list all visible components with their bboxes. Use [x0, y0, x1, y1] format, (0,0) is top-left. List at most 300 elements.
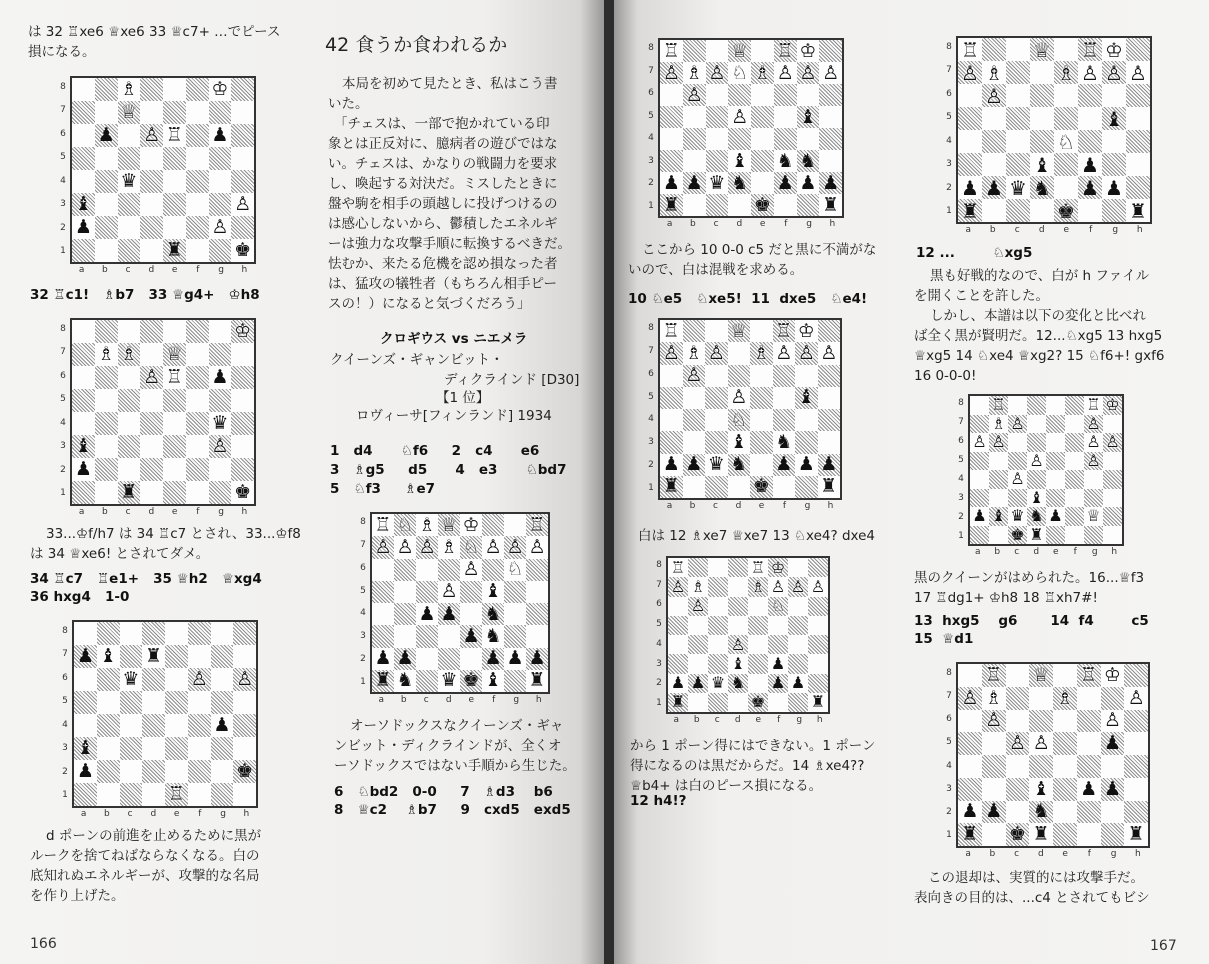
- black-pawn-icon: ♟: [462, 625, 480, 647]
- black-bishop-icon: ♝: [1033, 153, 1051, 176]
- black-knight-icon: ♞: [776, 150, 794, 172]
- board-square: [774, 150, 797, 172]
- black-knight-icon: ♞: [730, 673, 746, 693]
- board-square: [728, 128, 751, 150]
- board-square: [482, 648, 504, 670]
- board-square: [74, 783, 97, 806]
- black-pawn-icon: ♟: [670, 673, 686, 693]
- board-square: [140, 366, 163, 389]
- white-pawn-icon: ♙: [1081, 61, 1099, 84]
- rank-labels: [356, 512, 370, 708]
- board-square: [668, 693, 688, 712]
- board-square: [209, 239, 232, 262]
- board-square: [163, 412, 186, 435]
- chessboard: [72, 620, 258, 808]
- file-label: b: [989, 849, 996, 859]
- intro-line-2: いた。: [328, 96, 369, 112]
- white-pawn-icon: ♙: [1129, 61, 1147, 84]
- board-square: [163, 170, 186, 193]
- board-square: [1008, 396, 1027, 415]
- board-square: [526, 670, 548, 692]
- intro-line-4: 象とは正反対に、臆病者の遊びではな: [328, 136, 558, 152]
- board-square: [482, 536, 504, 558]
- rank-labels: [56, 318, 70, 520]
- board-square: [188, 622, 211, 645]
- board-square: [818, 387, 841, 409]
- board-square: [728, 106, 751, 128]
- board-square: [209, 101, 232, 124]
- moves-2: 12 h4!?: [630, 793, 687, 809]
- board-square: [1102, 61, 1126, 84]
- white-pawn-icon: ♙: [1010, 414, 1025, 433]
- board-square: [1054, 176, 1078, 199]
- board-square: [750, 409, 773, 431]
- board-square: [705, 387, 728, 409]
- board-square: [233, 760, 256, 783]
- board-square: [958, 107, 982, 130]
- rank-label: 5: [946, 737, 952, 748]
- board-square: [504, 559, 526, 581]
- file-label: a: [974, 547, 981, 557]
- black-pawn-icon: ♟: [528, 647, 546, 670]
- board-square: [683, 365, 706, 387]
- board-square: [186, 147, 209, 170]
- comment-c-2: ンビット・ディクラインドが、全くオ: [334, 738, 562, 754]
- board-square: [1126, 176, 1150, 199]
- board-square: [120, 668, 143, 691]
- black-bishop-icon: ♝: [730, 431, 748, 453]
- file-label: e: [1052, 547, 1059, 557]
- rank-label: 7: [648, 346, 654, 357]
- board-square: [1077, 687, 1101, 710]
- black-rook-icon: ♜: [145, 645, 163, 667]
- board-square: [211, 714, 234, 737]
- board-square: [72, 101, 95, 124]
- board-square: [118, 435, 141, 458]
- board-square: [482, 603, 504, 625]
- board-square: [140, 435, 163, 458]
- board-square: [970, 452, 989, 471]
- board-square: [1078, 38, 1102, 61]
- board-square: [460, 625, 482, 647]
- file-label: h: [816, 715, 823, 725]
- white-bishop-icon: ♗: [991, 414, 1006, 433]
- board-square: [708, 674, 728, 693]
- board-square: [989, 526, 1008, 545]
- file-label: c: [713, 501, 718, 511]
- board-square: [818, 431, 841, 453]
- board-square: [748, 674, 768, 693]
- board-square: [72, 193, 95, 216]
- white-rook-icon: ♖: [670, 558, 686, 577]
- black-rook-icon: ♜: [120, 481, 138, 503]
- board-square: [1006, 732, 1030, 755]
- white-pawn-icon: ♙: [985, 709, 1003, 732]
- board-square: [819, 172, 842, 194]
- white-pawn-icon: ♙: [707, 342, 725, 364]
- rank-label: 1: [946, 830, 952, 841]
- board-square: [186, 170, 209, 193]
- page-number-left: 166: [30, 936, 57, 952]
- black-pawn-icon: ♟: [76, 645, 94, 667]
- black-rook-icon: ♜: [1029, 525, 1044, 544]
- board-square: [989, 415, 1008, 434]
- rank-label: 4: [62, 719, 68, 730]
- board-square: [788, 597, 808, 616]
- board-square: [140, 412, 163, 435]
- board-square: [1006, 801, 1030, 824]
- board-square: [72, 366, 95, 389]
- board-square: [751, 150, 774, 172]
- board-square: [797, 150, 820, 172]
- board-square: [526, 559, 548, 581]
- intro-line-8: は感心しないから、鬱積したエネルギ: [328, 216, 558, 232]
- board-square: [683, 342, 706, 364]
- board-square: [1053, 664, 1077, 687]
- board-square: [1008, 452, 1027, 471]
- rank-labels: [652, 556, 666, 728]
- black-pawn-icon: ♟: [506, 647, 524, 670]
- rank-label: 2: [60, 222, 66, 233]
- white-rook-icon: ♖: [775, 320, 793, 342]
- white-rook-icon: ♖: [1081, 38, 1099, 61]
- board-square: [118, 193, 141, 216]
- white-pawn-icon: ♙: [234, 193, 252, 215]
- board-square: [1008, 526, 1027, 545]
- board-square: [1027, 433, 1046, 452]
- board-square: [1054, 61, 1078, 84]
- board-square: [1030, 61, 1054, 84]
- board-square: [1029, 755, 1053, 778]
- moves-c-2: 3 ♗g5 d5 4 e3 ♘bd7: [330, 462, 567, 478]
- file-label: b: [689, 501, 696, 511]
- file-label: f: [198, 809, 202, 819]
- file-label: b: [102, 265, 108, 275]
- board-square: [1102, 199, 1126, 222]
- black-queen-icon: ♛: [708, 172, 726, 194]
- rank-label: 4: [946, 760, 952, 771]
- rank-label: 6: [946, 88, 952, 99]
- board-square: [958, 38, 982, 61]
- file-label: d: [150, 809, 157, 819]
- comment-3-1: から 1 ポーン得にはできない。1 ポーン: [630, 738, 876, 754]
- board-square: [120, 783, 143, 806]
- board-square: [706, 194, 729, 216]
- board-square: [970, 507, 989, 526]
- board-square: [372, 670, 394, 692]
- board-square: [1054, 153, 1078, 176]
- board-square: [186, 124, 209, 147]
- board-square: [1102, 176, 1126, 199]
- white-bishop-icon: ♗: [97, 343, 115, 365]
- white-rook-icon: ♖: [165, 366, 183, 388]
- board-square: [165, 714, 188, 737]
- white-bishop-icon: ♗: [985, 686, 1003, 709]
- file-labels: [652, 715, 830, 727]
- black-king-icon: ♚: [1057, 199, 1075, 222]
- black-bishop-icon: ♝: [484, 669, 502, 692]
- board-square: [394, 648, 416, 670]
- board-square: [958, 176, 982, 199]
- board-square: [989, 507, 1008, 526]
- white-king-icon: ♔: [1105, 38, 1123, 61]
- black-bishop-icon: ♝: [74, 435, 92, 457]
- board-square: [233, 783, 256, 806]
- board-square: [1053, 778, 1077, 801]
- board-square: [438, 581, 460, 603]
- black-bishop-icon: ♝: [797, 386, 815, 409]
- board-square: [163, 481, 186, 504]
- rank-label: 7: [946, 65, 952, 76]
- black-rook-icon: ♜: [670, 692, 686, 712]
- board-square: [95, 239, 118, 262]
- board-square: [231, 389, 254, 412]
- black-rook-icon: ♜: [662, 475, 680, 498]
- board-square: [989, 452, 1008, 471]
- board-square: [233, 622, 256, 645]
- board-square: [1030, 38, 1054, 61]
- board-square: [751, 128, 774, 150]
- board-square: [728, 693, 748, 712]
- board-square: [708, 693, 728, 712]
- black-rook-icon: ♜: [820, 475, 838, 498]
- board-square: [233, 737, 256, 760]
- board-square: [438, 670, 460, 692]
- rank-label: 3: [648, 437, 654, 448]
- black-rook-icon: ♜: [528, 669, 546, 692]
- board-square: [165, 760, 188, 783]
- comment-1-1: ここから 10 0-0 c5 だと黒に不満がな: [642, 242, 877, 258]
- board-square: [97, 714, 120, 737]
- board-square: [768, 558, 788, 577]
- white-bishop-icon: ♗: [685, 62, 703, 84]
- board-square: [1102, 107, 1126, 130]
- board-square: [1006, 710, 1030, 733]
- board-square: [163, 343, 186, 366]
- board-square: [460, 648, 482, 670]
- board-square: [1124, 710, 1148, 733]
- board-square: [118, 481, 141, 504]
- board-square: [1065, 396, 1084, 415]
- board-square: [1046, 433, 1065, 452]
- file-label: g: [218, 265, 224, 275]
- board-square: [728, 476, 751, 498]
- board-square: [1078, 176, 1102, 199]
- board-square: [231, 78, 254, 101]
- board-square: [231, 193, 254, 216]
- board-square: [660, 387, 683, 409]
- board-square: [774, 194, 797, 216]
- board-square: [683, 476, 706, 498]
- moves-b-2: 36 hxg4 1-0: [30, 589, 130, 605]
- file-label: b: [400, 695, 407, 705]
- file-label: c: [125, 507, 131, 517]
- comment-5-1: 黒のクイーンがはめられた。16...♕f3: [914, 570, 1145, 586]
- board-square: [1124, 778, 1148, 801]
- board-square: [209, 78, 232, 101]
- board-square: [797, 62, 820, 84]
- black-king-icon: ♚: [752, 475, 770, 498]
- board-square: [958, 199, 982, 222]
- board-square: [808, 616, 828, 635]
- board-square: [668, 558, 688, 577]
- board-square: [1084, 396, 1103, 415]
- board-square: [774, 128, 797, 150]
- black-king-icon: ♚: [234, 481, 252, 503]
- rank-label: 3: [958, 492, 964, 503]
- board-square: [1077, 823, 1101, 846]
- board-square: [750, 342, 773, 364]
- board-square: [1029, 732, 1053, 755]
- white-pawn-icon: ♙: [685, 364, 703, 387]
- board-square: [1103, 470, 1122, 489]
- white-queen-icon: ♕: [730, 320, 748, 342]
- board-square: [72, 216, 95, 239]
- board-square: [795, 431, 818, 453]
- board-square: [1101, 801, 1125, 824]
- file-labels: [644, 219, 844, 231]
- board-square: [958, 823, 982, 846]
- board-square: [751, 40, 774, 62]
- chess-diagram-10: [942, 662, 1150, 862]
- board-square: [1084, 433, 1103, 452]
- board-square: [95, 366, 118, 389]
- board-square: [1054, 84, 1078, 107]
- board-square: [1126, 38, 1150, 61]
- board-square: [1101, 664, 1125, 687]
- board-square: [958, 687, 982, 710]
- file-label: g: [1110, 849, 1117, 859]
- white-king-icon: ♔: [462, 514, 480, 536]
- board-square: [438, 625, 460, 647]
- black-king-icon: ♚: [1008, 823, 1026, 846]
- board-square: [1027, 396, 1046, 415]
- board-square: [482, 581, 504, 603]
- intro-line-9: ーは強力な攻撃手順に転換するべきだ。: [328, 236, 571, 252]
- board-square: [140, 216, 163, 239]
- board-square: [705, 342, 728, 364]
- white-pawn-icon: ♙: [211, 435, 229, 457]
- board-square: [751, 172, 774, 194]
- board-square: [142, 668, 165, 691]
- board-square: [1030, 107, 1054, 130]
- board-square: [1078, 107, 1102, 130]
- board-square: [1126, 107, 1150, 130]
- board-square: [728, 409, 751, 431]
- file-label: h: [1111, 547, 1118, 557]
- board-square: [773, 342, 796, 364]
- black-pawn-icon: ♟: [790, 673, 806, 693]
- white-pawn-icon: ♙: [1086, 451, 1101, 470]
- board-square: [1065, 470, 1084, 489]
- board-square: [728, 62, 751, 84]
- board-square: [1103, 415, 1122, 434]
- file-label: b: [102, 507, 108, 517]
- board-square: [660, 106, 683, 128]
- rank-label: 8: [60, 81, 66, 92]
- board-square: [1054, 130, 1078, 153]
- board-square: [72, 320, 95, 343]
- comment-3-3: ♕b4+ は白のピース損になる。: [630, 778, 823, 794]
- board-square: [186, 481, 209, 504]
- board-square: [688, 674, 708, 693]
- black-knight-icon: ♞: [1029, 507, 1044, 526]
- board-square: [72, 435, 95, 458]
- board-square: [706, 62, 729, 84]
- rank-label: 6: [946, 714, 952, 725]
- board-square: [797, 128, 820, 150]
- white-pawn-icon: ♙: [143, 366, 161, 388]
- board-square: [1084, 507, 1103, 526]
- white-pawn-icon: ♙: [528, 536, 546, 558]
- board-square: [705, 431, 728, 453]
- board-square: [186, 320, 209, 343]
- black-pawn-icon: ♟: [484, 647, 502, 670]
- board-square: [140, 343, 163, 366]
- board-square: [416, 603, 438, 625]
- rank-label: 2: [360, 653, 366, 664]
- board-square: [773, 365, 796, 387]
- file-labels: [954, 547, 1124, 559]
- white-bishop-icon: ♗: [440, 536, 458, 558]
- chessboard: [658, 38, 844, 218]
- rank-label: 6: [62, 672, 68, 683]
- board-square: [748, 616, 768, 635]
- file-label: d: [1033, 547, 1040, 557]
- board-square: [186, 366, 209, 389]
- white-bishop-icon: ♗: [120, 78, 138, 100]
- black-king-icon: ♚: [1010, 525, 1025, 544]
- board-square: [705, 454, 728, 476]
- board-square: [1084, 452, 1103, 471]
- file-label: g: [220, 809, 226, 819]
- chessboard: [370, 512, 550, 694]
- board-square: [209, 435, 232, 458]
- board-square: [394, 559, 416, 581]
- board-square: [97, 783, 120, 806]
- white-rook-icon: ♖: [167, 783, 185, 805]
- board-square: [1006, 130, 1030, 153]
- file-label: e: [759, 219, 766, 229]
- black-bishop-icon: ♝: [731, 150, 749, 172]
- black-queen-icon: ♛: [440, 669, 458, 692]
- board-square: [140, 78, 163, 101]
- board-square: [818, 320, 841, 342]
- black-pawn-icon: ♟: [820, 453, 838, 476]
- black-bishop-icon: ♝: [730, 654, 746, 673]
- comment-4-5: ♕xg5 14 ♘xe4 ♕xg2? 15 ♘f6+! gxf6: [914, 348, 1165, 364]
- rank-label: 3: [360, 631, 366, 642]
- board-square: [808, 558, 828, 577]
- file-label: a: [80, 809, 87, 819]
- rank-labels: [58, 620, 72, 822]
- comment-2: 白は 12 ♗xe7 ♕xe7 13 ♘xe4? dxe4: [638, 528, 876, 544]
- file-label: g: [1112, 225, 1119, 235]
- board-square: [140, 389, 163, 412]
- black-bishop-icon: ♝: [76, 737, 94, 759]
- board-square: [526, 536, 548, 558]
- black-queen-icon: ♛: [707, 453, 725, 476]
- chess-diagram-4: [356, 512, 550, 708]
- board-square: [209, 124, 232, 147]
- rank-label: 7: [60, 105, 66, 116]
- board-square: [788, 693, 808, 712]
- board-square: [95, 412, 118, 435]
- board-square: [186, 193, 209, 216]
- board-square: [372, 559, 394, 581]
- board-square: [1101, 687, 1125, 710]
- board-square: [1065, 415, 1084, 434]
